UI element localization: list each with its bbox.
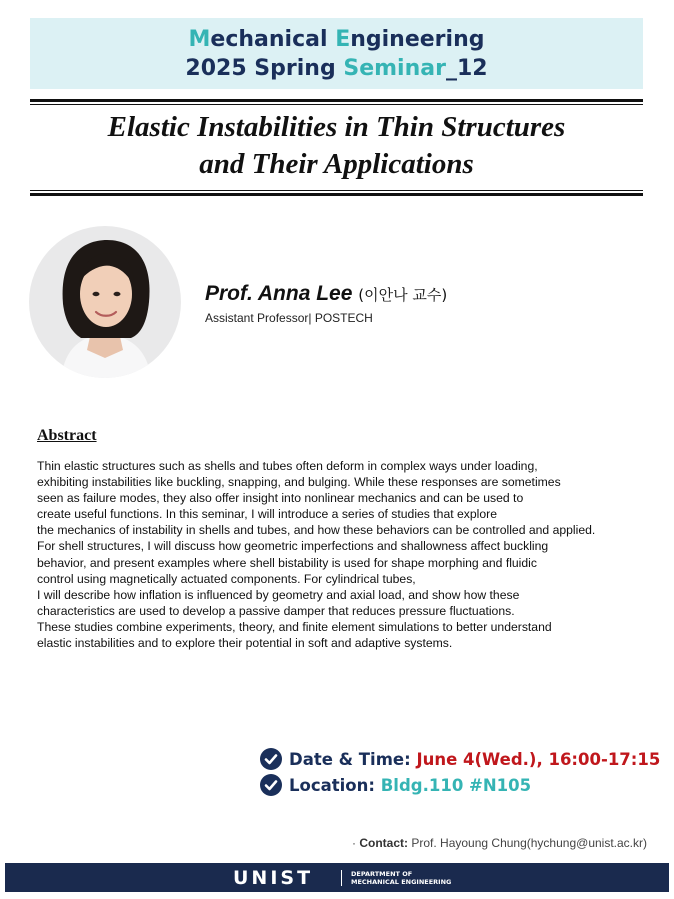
banner-text-season: 2025 Spring <box>185 56 344 81</box>
seminar-banner <box>30 18 643 89</box>
speaker-photo <box>29 226 181 378</box>
abstract-line: For shell structures, I will discuss how geometric imperfections and shallowness affect buckling <box>37 539 549 554</box>
title-rule-top <box>30 99 643 102</box>
department-name-line1: DEPARTMENT OF <box>351 870 413 878</box>
unist-logo: UNIST <box>233 867 314 889</box>
abstract-line: the mechanics of instability in shells and tubes, and how these behaviors can be controlled and applied. <box>37 523 596 538</box>
banner-accent-letter-m: M <box>188 27 211 52</box>
checkmark-icon <box>260 748 282 770</box>
abstract-heading: Abstract <box>37 427 97 444</box>
abstract-line: exhibiting instabilities like buckling, snapping, and bulging. While these responses are sometimes <box>37 475 561 490</box>
speaker-name-english: Prof. Anna Lee <box>205 282 353 305</box>
banner-seminar-series <box>30 54 643 83</box>
banner-text-seminar: Seminar <box>343 56 446 81</box>
talk-title-line2: and Their Applications <box>199 148 474 180</box>
abstract-line: seen as failure modes, they also offer insight into nonlinear mechanics and can be used to <box>37 491 524 506</box>
abstract-line: Thin elastic structures such as shells and tubes often deform in complex ways under loading, <box>37 459 538 473</box>
banner-text-mechanical: echanical <box>210 27 336 52</box>
abstract-line: characteristics are used to develop a passive damper that reduces pressure fluctuations. <box>37 603 515 618</box>
abstract-line: control using magnetically actuated components. For cylindrical tubes, <box>37 571 416 586</box>
speaker-position: Assistant Professor| POSTECH <box>205 311 373 325</box>
date-time-row <box>260 748 660 770</box>
abstract-line: I will describe how inflation is influenced by geometry and axial load, and show how these <box>37 587 520 602</box>
contact-value: Prof. Hayoung Chung(hychung@unist.ac.kr) <box>411 836 647 850</box>
checkmark-icon <box>260 774 282 796</box>
banner-accent-letter-e: E <box>335 27 351 52</box>
talk-title <box>30 109 643 183</box>
banner-text-engineering: ngineering <box>350 27 485 52</box>
contact-label: Contact: <box>359 836 409 850</box>
speaker-name <box>205 282 447 306</box>
banner-text-number: _12 <box>445 56 488 81</box>
footer-divider <box>341 870 342 886</box>
title-rule-bottom <box>30 193 643 196</box>
speaker-name-korean: (이안나 교수) <box>358 286 448 304</box>
contact-bullet: · <box>352 836 360 850</box>
speaker-portrait-illustration <box>29 226 181 378</box>
location-row <box>260 774 531 796</box>
department-name-line2: MECHANICAL ENGINEERING <box>351 878 452 886</box>
date-time-value: June 4(Wed.), 16:00-17:15 <box>416 750 661 769</box>
abstract-body <box>37 458 657 651</box>
banner-department <box>30 25 643 54</box>
abstract-line: create useful functions. In this seminar, I will introduce a series of studies that explore <box>37 507 497 522</box>
talk-title-line1: Elastic Instabilities in Thin Structures <box>107 111 566 143</box>
location-value: Bldg.110 #N105 <box>380 776 532 795</box>
footer-bar <box>5 863 669 892</box>
contact-line <box>352 836 647 850</box>
title-rule-top-thin <box>30 104 643 105</box>
abstract-line: behavior, and present examples where shell bistability is used for shape morphing and fluidic <box>37 555 537 570</box>
abstract-line: elastic instabilities and to explore their potential in soft and adaptive systems. <box>37 636 453 651</box>
department-name <box>351 870 451 886</box>
abstract-line: These studies combine experiments, theory, and finite element simulations to better understand <box>37 619 552 634</box>
title-rule-bottom-thin <box>30 190 643 191</box>
date-time-label: Date & Time: <box>289 750 417 769</box>
location-label: Location: <box>289 776 381 795</box>
